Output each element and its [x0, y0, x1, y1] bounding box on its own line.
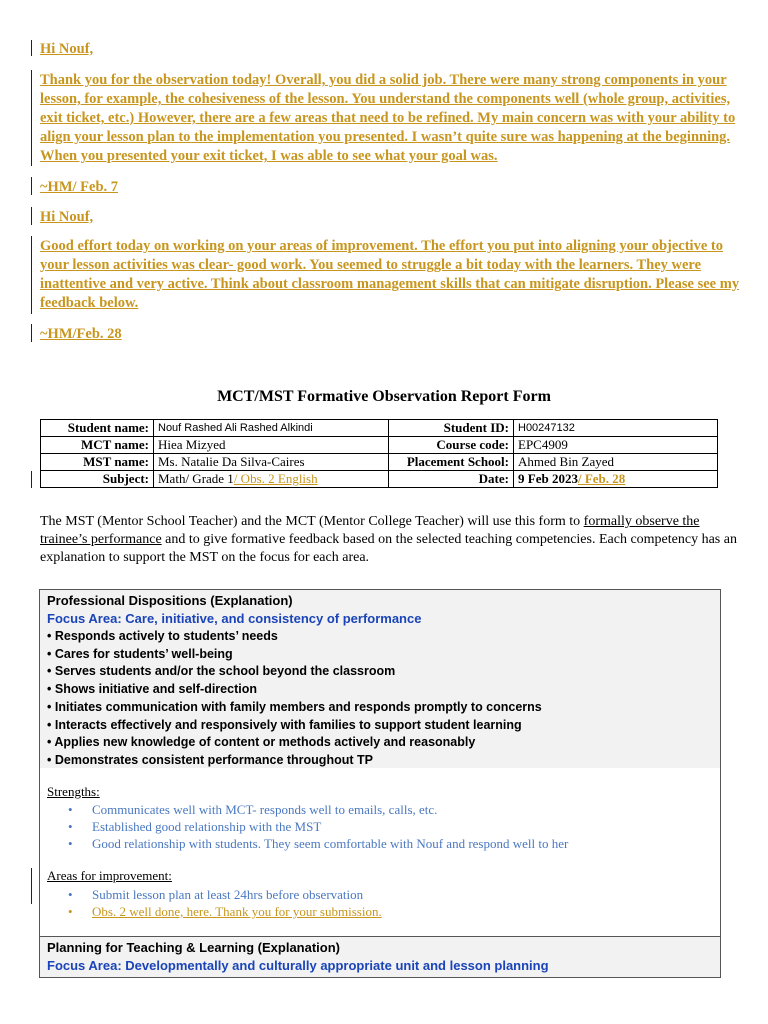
list-item: • Submit lesson plan at least 24hrs before observation	[68, 886, 382, 903]
comment-2-greeting: Hi Nouf,	[40, 209, 94, 225]
intro-part-1: The MST (Mentor School Teacher) and the MCT (Mentor College Teacher) will use this form to	[40, 514, 584, 529]
list-item: • Established good relationship with the MST	[68, 818, 568, 835]
change-bar	[31, 324, 32, 342]
intro-underlined: formally observe the trainee’s performance	[40, 514, 700, 547]
course-code-label: Course code:	[389, 437, 514, 454]
student-name-value: Nouf Rashed Ali Rashed Alkindi	[154, 420, 389, 437]
date-tracked-addition: / Feb. 28	[577, 471, 626, 486]
change-bar	[31, 70, 32, 166]
list-item: • Demonstrates consistent performance throughout TP	[47, 752, 713, 770]
improvement-label: Areas for improvement:	[47, 868, 172, 883]
placement-school-value: Ahmed Bin Zayed	[514, 454, 718, 471]
table-row	[41, 454, 718, 471]
list-item-tracked: • Obs. 2 well done, here. Thank you for your submission.	[68, 903, 382, 920]
table-row	[41, 471, 718, 488]
change-bar	[31, 40, 32, 56]
intro-paragraph	[40, 513, 740, 567]
student-info-table	[40, 419, 718, 488]
change-bar	[31, 177, 32, 195]
competency-list	[47, 628, 713, 770]
planning-box	[39, 936, 721, 978]
list-item: • Shows initiative and self-direction	[47, 681, 713, 699]
focus-area: Focus Area: Care, initiative, and consistency of performance	[47, 611, 422, 626]
table-row	[41, 420, 718, 437]
student-id-value: H00247132	[514, 420, 718, 437]
table-row	[41, 437, 718, 454]
strengths-label: Strengths:	[47, 784, 100, 799]
mct-name-label: MCT name:	[41, 437, 154, 454]
improvement-list	[68, 886, 382, 920]
list-item: • Communicates well with MCT- responds well to emails, calls, etc.	[68, 801, 568, 818]
intro-part-2: and to give formative feedback based on the selected teaching competencies. Each competency has an explanation to support the MST on the focus for each area.	[40, 532, 737, 565]
dispositions-feedback-box	[39, 768, 721, 937]
focus-area: Focus Area: Developmentally and culturally appropriate unit and lesson planning	[47, 958, 549, 973]
mst-name-label: MST name:	[41, 454, 154, 471]
comment-2-body: Good effort today on working on your areas of improvement. The effort you put into aligning your objective to your lesson activities was clear- good work. You seemed to struggle a bit today with the learners. They were inattentive and very active. Think about classroom management skills that can mitigate disruption. Please see my feedback below.	[40, 238, 740, 311]
change-bar	[31, 236, 32, 314]
date-original: 9 Feb 2023	[518, 471, 578, 486]
placement-school-label: Placement School:	[389, 454, 514, 471]
mct-name-value: Hiea Mizyed	[154, 437, 389, 454]
course-code-value: EPC4909	[514, 437, 718, 454]
comment-1-body: Thank you for the observation today! Overall, you did a solid job. There were many strong components in your lesson, for example, the cohesiveness of the lesson. You understand the components well (whole group, activities, exit ticket, etc.) However, there are a few areas that need to be refined. My main concern was with your ability to align your lesson plan to the implementation you presented. I wasn’t quite sure was happening at the beginning. When you presented your exit ticket, I was able to see what your goal was.	[40, 72, 736, 164]
change-bar	[31, 471, 32, 488]
date-label: Date:	[389, 471, 514, 488]
section-heading: Professional Dispositions (Explanation)	[47, 593, 293, 608]
list-item: • Applies new knowledge of content or methods actively and reasonably	[47, 734, 713, 752]
comment-2-signature: ~HM/Feb. 28	[40, 326, 122, 342]
mst-name-value: Ms. Natalie Da Silva-Caires	[154, 454, 389, 471]
strengths-list	[68, 801, 568, 852]
date-value	[514, 471, 718, 488]
change-bar	[31, 207, 32, 225]
student-id-label: Student ID:	[389, 420, 514, 437]
list-item: • Serves students and/or the school beyond the classroom	[47, 663, 713, 681]
list-item: • Cares for students’ well-being	[47, 646, 713, 664]
form-title: MCT/MST Formative Observation Report Form	[217, 388, 551, 405]
list-item: • Responds actively to students’ needs	[47, 628, 713, 646]
list-item: • Interacts effectively and responsively with families to support student learning	[47, 717, 713, 735]
list-item: • Initiates communication with family members and responds promptly to concerns	[47, 699, 713, 717]
professional-dispositions-box	[39, 589, 721, 769]
subject-value	[154, 471, 389, 488]
subject-tracked-addition: / Obs. 2 English	[233, 471, 318, 486]
section-heading: Planning for Teaching & Learning (Explanation)	[47, 940, 340, 955]
subject-label: Subject:	[41, 471, 154, 488]
list-item: • Good relationship with students. They seem comfortable with Nouf and respond well to her	[68, 835, 568, 852]
comment-1-signature: ~HM/ Feb. 7	[40, 179, 119, 195]
student-name-label: Student name:	[41, 420, 154, 437]
change-bar	[31, 868, 32, 904]
comment-1-greeting: Hi Nouf,	[40, 41, 94, 57]
subject-original: Math/ Grade 1	[158, 471, 234, 486]
